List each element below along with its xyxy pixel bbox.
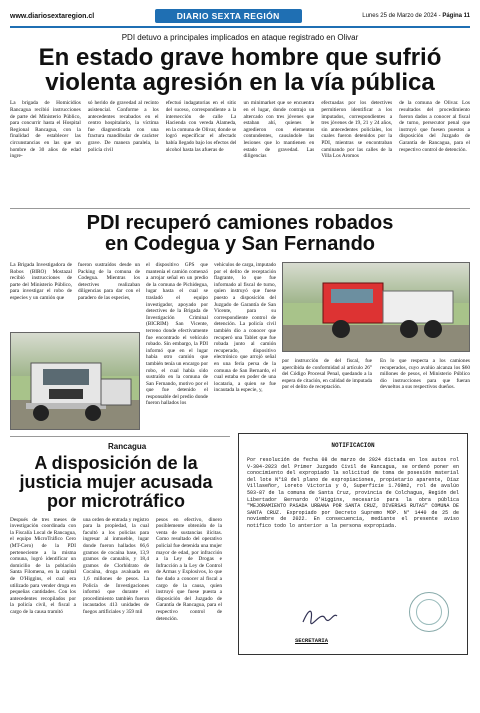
text-column: vehículos de carga, imputado por el delito de receptación flagrante, lo que fue informado al fiscal de turno, quien instruyó que fuese puesto a disposición del Juzgado de Garantía de San Vicente, para su correspondiente control de detención. La policía civil también dio a conocer que recuperó una Tablet que fue robada junto al camión recuperado, dispositivo electrónico que arrojó señal en una feria persa de la comuna de San Bernardo, el cual estaba en poder de una locataria, a quien se fue incautada la especie, y,: [214, 262, 276, 394]
section-divider: [10, 436, 230, 437]
text-column: efectuó indagatorias en el sitio del suceso, correspondiente a la intersección de calle La Hacienda con vereda Alameda, en la comuna de Olivar, donde se logró especificar el afectado había llegado bajo los efectos del alcohol hasta las afueras de: [165, 100, 237, 153]
date-text: Lunes 25 de Marzo de 2024 -: [362, 13, 443, 19]
truck-illustration: [11, 333, 140, 430]
article-olivar-kicker: PDI detuvo a principales implicados en ataque registrado en Olivar: [121, 33, 359, 42]
headline-line: PDI recuperó camiones robados: [86, 212, 394, 234]
section-divider: [10, 208, 470, 209]
truck-photo-left: [10, 332, 140, 430]
article-microtrafico-body: [10, 517, 222, 707]
notice-body: Por resolución de fecha 08 de marzo de 2024 dictada en los autos rol V-304-2023 del Primer Juzgado Civil de Rancagua, se ordenó poner en conocimiento del expropiado la solicitud de toma de posesión material del lote N°18 del plano de expropiaciones, propietario aparente, Díaz Villaseñor, Loreto Victoria y O, Superficie 1.769m2, rol de avalúo 503-87 de la comuna de Santa Cruz, provincia de Colchagua, Región del Libertador Bernardo O'Higgins, necesario para la obra pública "MEJORAMIENTO PASADA URBANA POR SANTA CRUZ, DIVERSAS RUTAS" COMUNA DE SANTA CRUZ. Expropiado por Decreto Supremo MOP. N° 1440 de 25 de noviembre de 2022. En consecuencia, mediante el presente aviso notifico todo lo anterior a la persona expropiada.: [247, 457, 459, 529]
text-column: de la comuna de Olivar. Los resultados del procedimiento fueron dados a conocer al fiscal de turno, persecutor penal que instruyó que fuesen puestos a disposición del Juzgado de Garantía de Rancagua, para el respectivo control de detención.: [399, 100, 470, 153]
notice-title: NOTIFICACION: [331, 442, 375, 449]
text-column: pesos en efectivo, dinero posiblemente obtenido de la venta de sustancias ilícitas. Como resultado del operativo policial fue detenida una mujer mayor de edad, por infracción a la Ley de Drogas e Infracción a la Ley de Control de Armas y Explosivos, lo que fue dado a conocer al fiscal a cargo de la causa, quien instruyó que fuese puesta a disposición del Juzgado de Garantía de Rancagua, para el respectivo control de detención.: [156, 516, 222, 622]
text-column: La Brigada Investigadora de Robos (BIRO) Mostazal recibió instrucciones de parte del Ministerio Público, para investigar el robo de especies y un camión que: [10, 262, 72, 301]
text-column: La brigada de Homicidios Rancagua recibió instrucciones de parte del Ministerio Público, para concurrir hasta el Hospital Regional Rancagua, con la finalidad de establecer las circunstancias en las que un hombre de 30 años de edad ingre-: [10, 100, 81, 160]
article-olivar-headline: [10, 45, 470, 95]
article-olivar: [10, 33, 470, 194]
truck-illustration: [283, 263, 470, 352]
headline-line: violenta agresión en la vía pública: [45, 69, 435, 97]
page-number: Página 11: [442, 13, 470, 19]
article-olivar-body: [10, 100, 470, 194]
newspaper-brand: DIARIO SEXTA REGIÓN: [155, 9, 302, 23]
truck-photo-right: [282, 262, 470, 352]
court-seal-icon: [409, 592, 449, 632]
page-header: [10, 10, 470, 22]
text-column: efectuadas por los detectives permitieron identificar a los imputados, correspondientes a tres jóvenes de 19, 21 y 24 años, sin antecedentes policiales, los cuales fueron detenidos por la PDI, mientras se encontraban caminando por las calles de la Villa Los Aromos: [321, 100, 393, 160]
article-camiones: [10, 213, 470, 255]
text-column: fueron sustraídos desde un Packing de la comuna de Codegua. Mientras los detectives realizaban diligencias para dar con el paradero de las especies,: [78, 262, 140, 301]
site-url[interactable]: www.diariosextaregion.cl: [10, 12, 95, 20]
headline-line: en Codegua y San Fernando: [104, 233, 376, 255]
signature-label: SECRETARIA: [295, 637, 329, 644]
headline-line: justicia mujer acusada: [19, 471, 213, 492]
article-camiones-headline: [10, 213, 470, 255]
dateline: [362, 13, 470, 19]
headline-line: A disposición de la: [34, 453, 198, 473]
header-rule: [10, 26, 470, 28]
text-column: Después de tres meses de investigación coordinada con la Fiscalía Local de Rancagua, el equipo MicroTráfico Cero (MT-Cero) de la PDI perteneciente a la misma comuna, logró identificar un domicilio de la población Santa Filomena, en la capital de O'Higgins, el cual era utilizado para vender droga en pequeñas cantidades. Con los antecedentes recopilados por la policía civil, el fiscal a cargo de la causa tramitó: [10, 516, 76, 615]
text-column: En lo que respecta a los camiones recuperados, cuyo avalúo alcanza los $60 millones de pesos, el Ministerio Público dio instrucciones para que fueran devueltos a sus respectivos dueños.: [380, 358, 470, 391]
article-microtrafico-kicker: Rancagua: [108, 442, 147, 451]
headline-line: por microtráfico: [46, 490, 186, 511]
text-column: só herido de gravedad al recinto asistencial. Conforme a los antecedentes recabados en el centro hospitalario, la víctima fue diagnosticada con una fractura mandibular de carácter grave. De manera paralela, la policía civil: [87, 100, 159, 153]
text-column: por instrucción de del fiscal, fue apercibida de conformidad al artículo 26° del Código Procesal Penal, quedando a la espera de citación, en calidad de imputada por el delito de receptación.: [282, 358, 372, 391]
text-column: una orden de entrada y registro para la propiedad, la cual facultó a los policías para ingresar al inmueble, lugar donde fueron hallados 66,6 gramos de cocaína base, 13,9 gramos de cannabis, y 18,4 gramos de Clorhidrato de Cocaína, droga avaluada en 1,6 millones de pesos. La Policía de Investigaciones informó que durante el procedimiento también fueron incautados 413 unidades de fuegos artificiales y 359 mil: [83, 516, 149, 615]
handwritten-signature: [299, 604, 339, 628]
article-microtrafico: [10, 442, 222, 707]
text-column: un minimarket que se encuentra en el lugar, donde contrajo un altercado con tres jóvenes que estaban ahí, quienes le agredieron con elementos contundentes, causándole las lesiones que lo mantienen en estado de gravedad. Las diligencias: [243, 100, 315, 160]
article-camiones-body: [10, 262, 470, 430]
article-microtrafico-headline: [10, 454, 222, 511]
text-column: el dispositivo GPS que mantenía el camión comenzó a arrojar señal en un predio de la comuna de Pichidegua, lugar hasta el cual se trasladó el equipo investigador, apoyado por detectives de la Brigada de Investigación Criminal (BICRIM) San Vicente, terreno donde efectivamente fue encontrado el vehículo robado. Sin embargo, la PDI informó que en el lugar había otro camión que también tenía un encargo por robo, el cual había sido sustraído en la comuna de San Fernando, motivo por el que fue detenido el responsable del predio donde fueron hallados los: [146, 262, 208, 407]
headline-line: En estado grave hombre que sufrió: [38, 44, 442, 71]
legal-notice: [238, 433, 468, 655]
